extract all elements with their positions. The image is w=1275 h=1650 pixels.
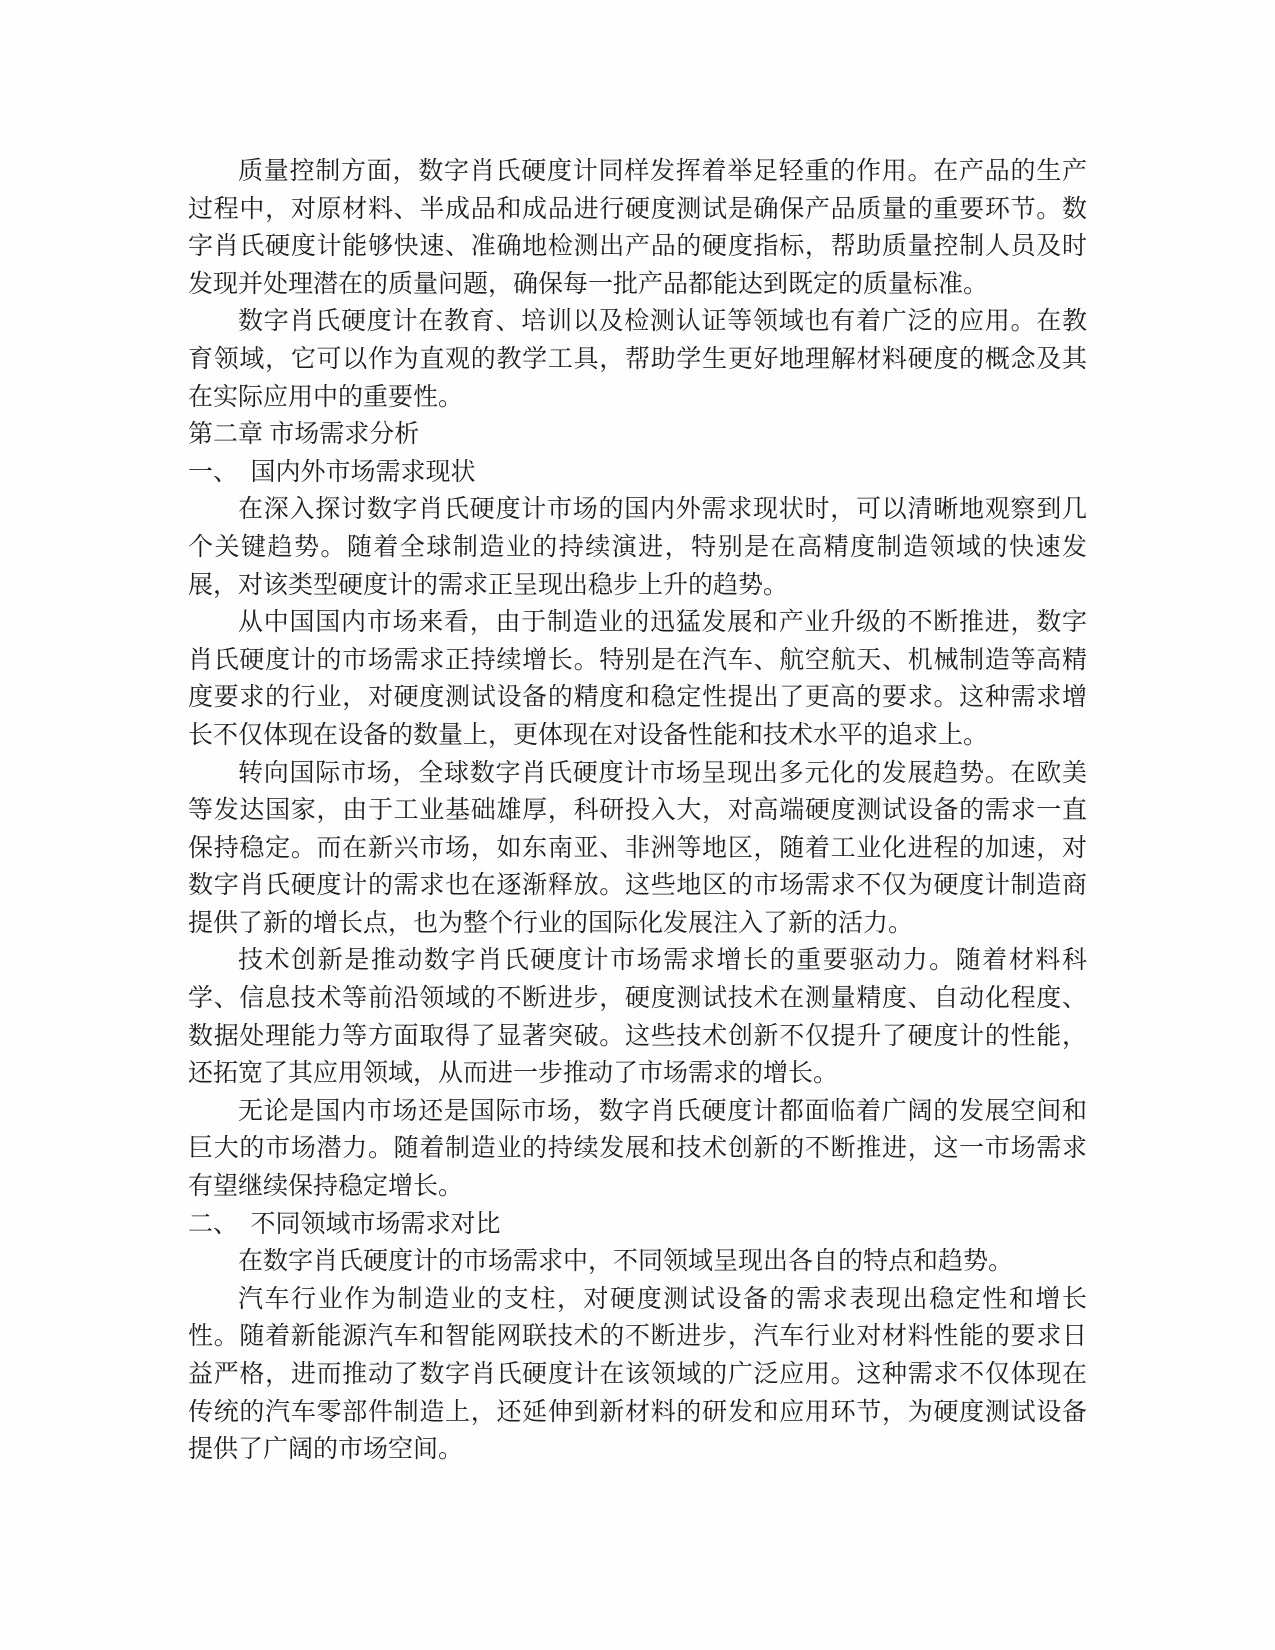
paragraph-automotive-industry: 汽车行业作为制造业的支柱，对硬度测试设备的需求表现出稳定性和增长性。随着新能源汽车和智能网联技术的不断进步，汽车行业对材料性能的要求日益严格，进而推动了数字肖氏硬度计在该领域的广泛应用。这种需求不仅体现在传统的汽车零部件制造上，还延伸到新材料的研发和应用环节，为硬度测试设备提供了广阔的市场空间。 — [188, 1285, 1087, 1464]
chapter-heading: 第二章 市场需求分析 — [188, 421, 420, 449]
paragraph-domestic-market: 从中国国内市场来看，由于制造业的迅猛发展和产业升级的不断推进，数字肖氏硬度计的市场需求正持续增长。特别是在汽车、航空航天、机械制造等高精度要求的行业，对硬度测试设备的精度和稳定性提出了更高的要求。这种需求增长不仅体现在设备的数量上，更体现在对设备性能和技术水平的追求上。 — [188, 609, 1087, 749]
paragraph-field-comparison-intro: 在数字肖氏硬度计的市场需求中，不同领域呈现出各自的特点和趋势。 — [238, 1248, 1014, 1276]
paragraph-market-outlook: 无论是国内市场还是国际市场，数字肖氏硬度计都面临着广阔的发展空间和巨大的市场潜力。随着制造业的持续发展和技术创新的不断推进，这一市场需求有望继续保持稳定增长。 — [188, 1097, 1087, 1201]
paragraph-quality-control: 质量控制方面，数字肖氏硬度计同样发挥着举足轻重的作用。在产品的生产过程中，对原材料、半成品和成品进行硬度测试是确保产品质量的重要环节。数字肖氏硬度计能够快速、准确地检测出产品的硬度指标，帮助质量控制人员及时发现并处理潜在的质量问题，确保每一批产品都能达到既定的质量标准。 — [188, 158, 1087, 298]
section-heading-1: 一、 国内外市场需求现状 — [188, 458, 476, 486]
section-heading-2: 二、 不同领域市场需求对比 — [188, 1210, 501, 1238]
paragraph-market-overview: 在深入探讨数字肖氏硬度计市场的国内外需求现状时，可以清晰地观察到几个关键趋势。随着全球制造业的持续演进，特别是在高精度制造领域的快速发展，对该类型硬度计的需求正呈现出稳步上升的趋势。 — [188, 496, 1087, 599]
document-content — [188, 153, 1087, 1469]
paragraph-international-market: 转向国际市场，全球数字肖氏硬度计市场呈现出多元化的发展趋势。在欧美等发达国家，由于工业基础雄厚，科研投入大，对高端硬度测试设备的需求一直保持稳定。而在新兴市场，如东南亚、非洲等地区，随着工业化进程的加速，对数字肖氏硬度计的需求也在逐渐释放。这些地区的市场需求不仅为硬度计制造商提供了新的增长点，也为整个行业的国际化发展注入了新的活力。 — [188, 759, 1087, 937]
paragraph-tech-innovation: 技术创新是推动数字肖氏硬度计市场需求增长的重要驱动力。随着材料科学、信息技术等前沿领域的不断进步，硬度测试技术在测量精度、自动化程度、数据处理能力等方面取得了显著突破。这些技术创新不仅提升了硬度计的性能，还拓宽了其应用领域，从而进一步推动了市场需求的增长。 — [188, 947, 1087, 1088]
paragraph-education-applications: 数字肖氏硬度计在教育、培训以及检测认证等领域也有着广泛的应用。在教育领域，它可以作为直观的教学工具，帮助学生更好地理解材料硬度的概念及其在实际应用中的重要性。 — [188, 308, 1087, 411]
